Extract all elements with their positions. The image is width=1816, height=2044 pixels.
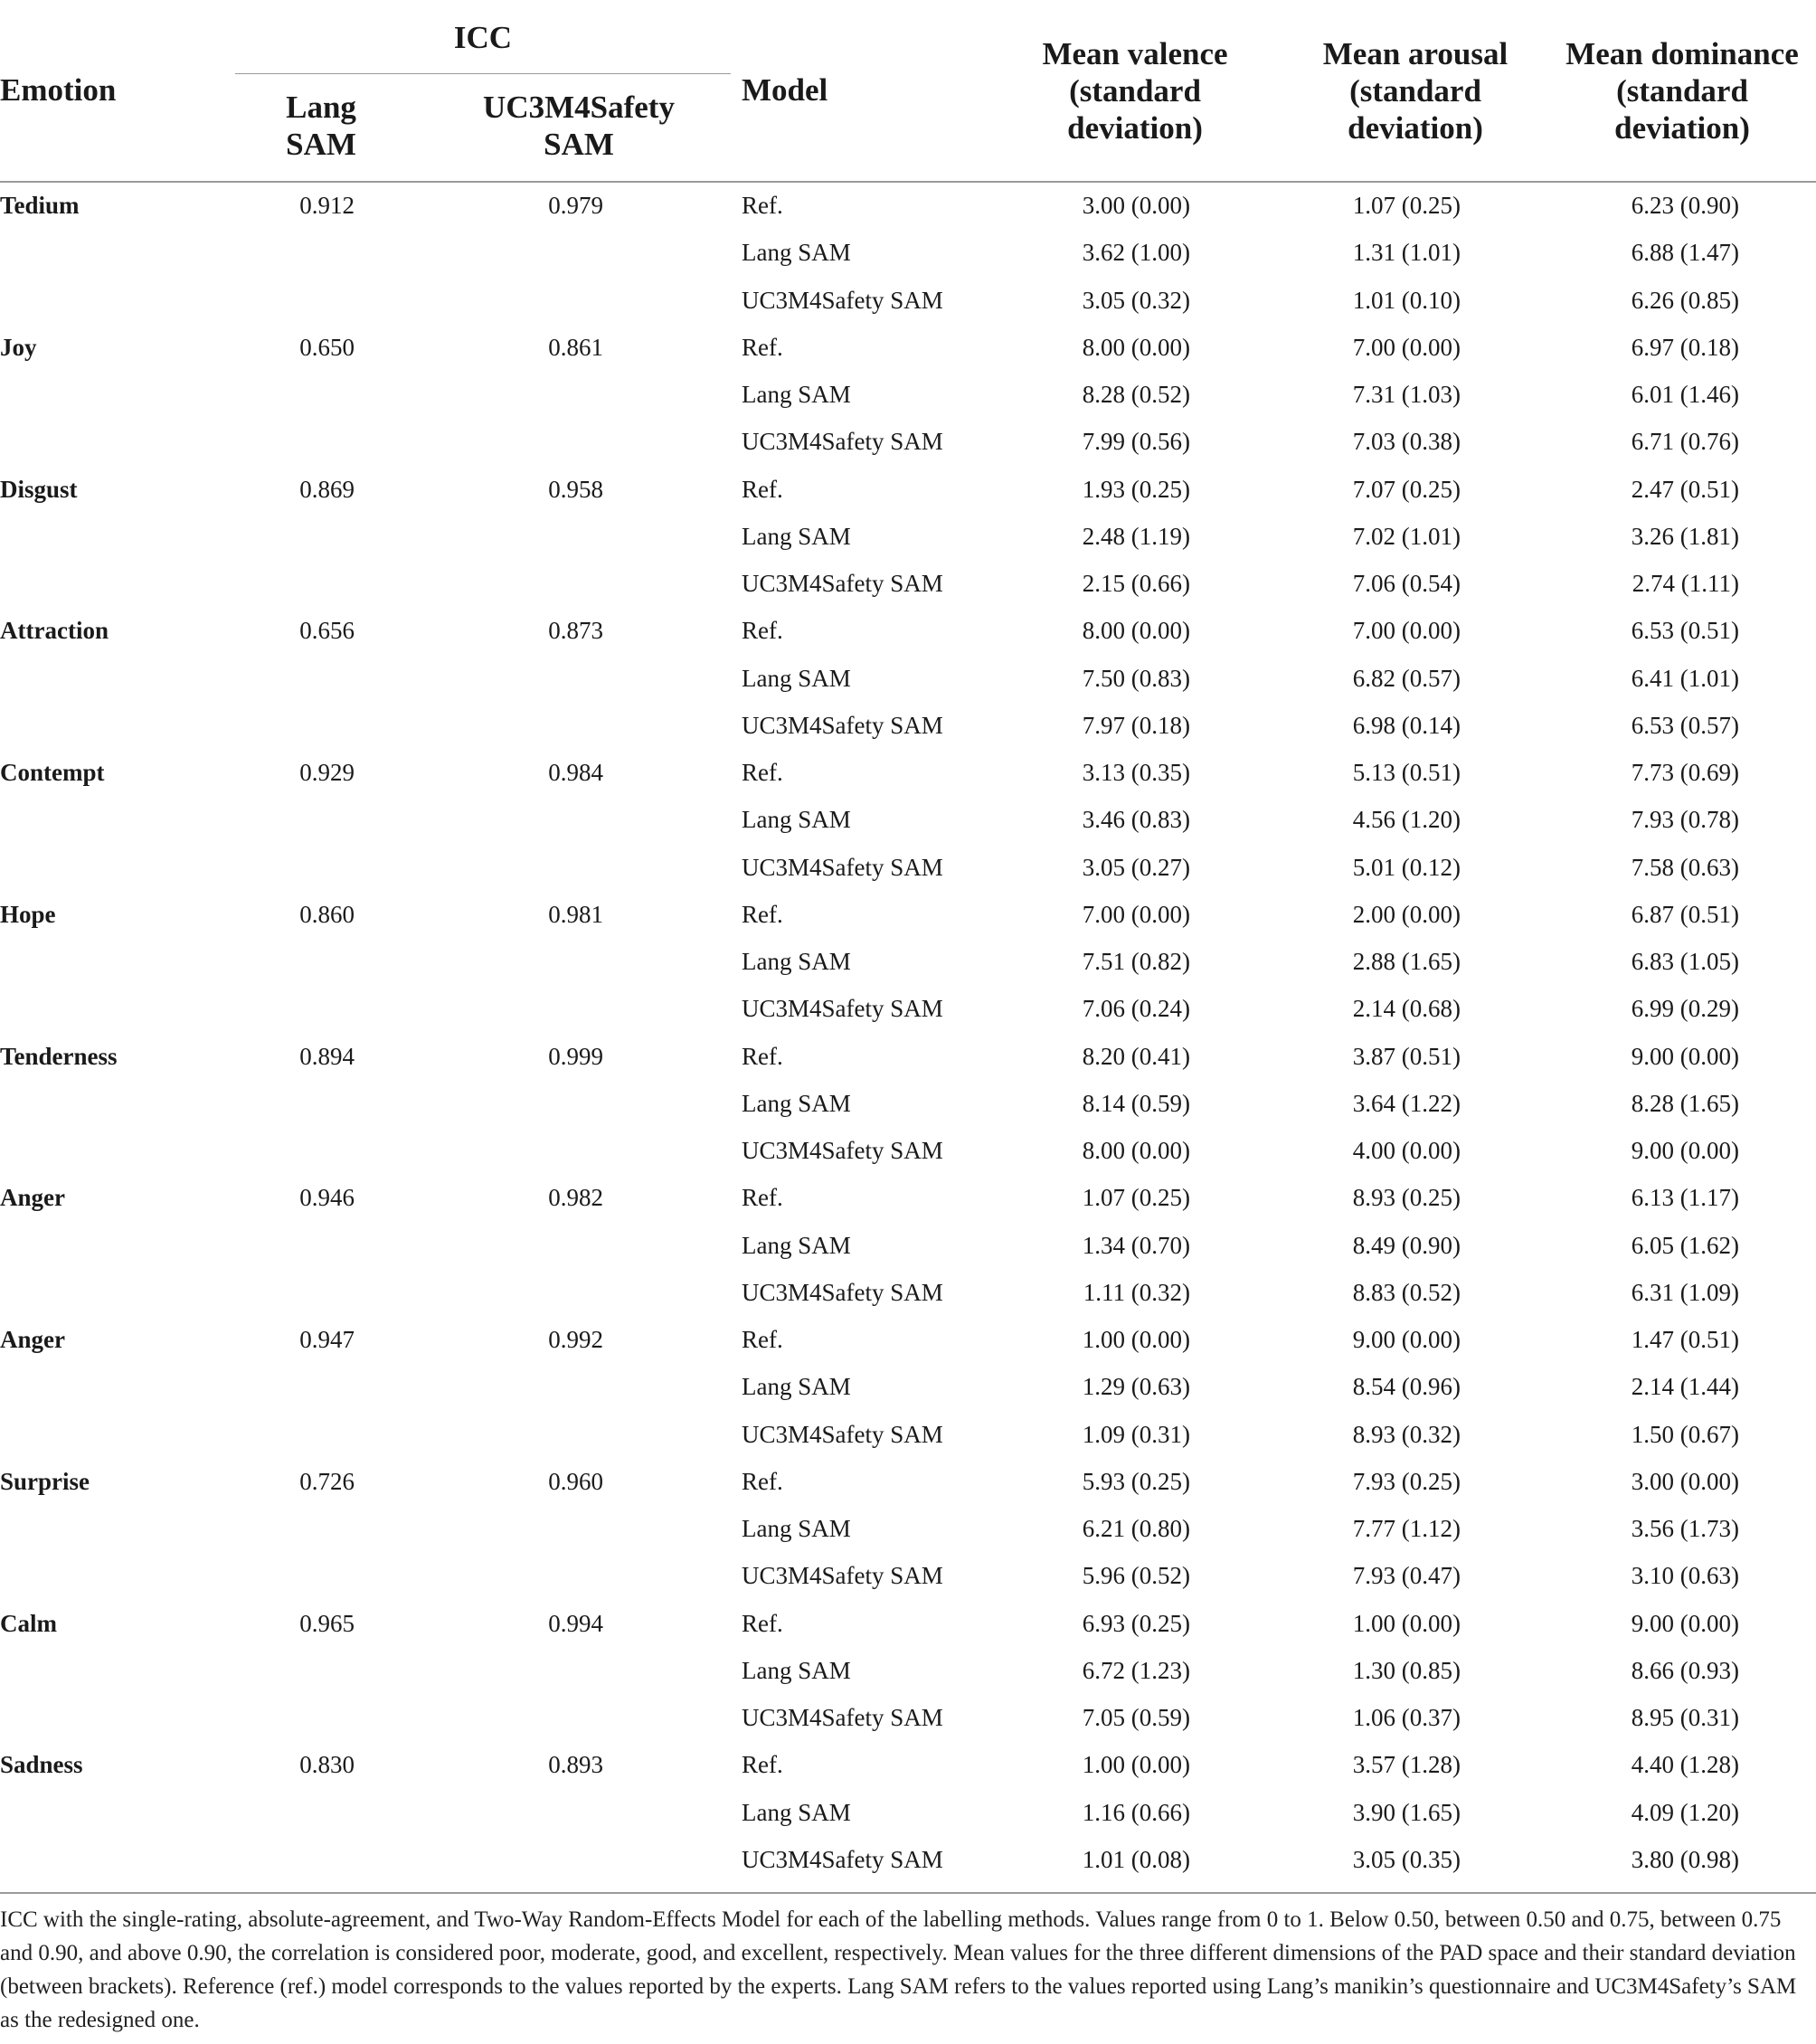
valence-value: 3.46 (0.83) bbox=[1082, 806, 1190, 834]
header-arousal-line3: deviation) bbox=[1348, 110, 1483, 146]
valence-value: 3.62 (1.00) bbox=[1082, 239, 1190, 267]
valence-value: 8.00 (0.00) bbox=[1082, 333, 1190, 361]
header-dominance-line2: (standard bbox=[1616, 73, 1748, 109]
icc-lang-value: 0.946 bbox=[299, 1184, 355, 1212]
icc-uc3m-value: 0.861 bbox=[548, 333, 603, 361]
valence-value: 7.50 (0.83) bbox=[1082, 664, 1190, 692]
arousal-value: 3.90 (1.65) bbox=[1352, 1798, 1461, 1826]
model-label: Ref. bbox=[742, 192, 783, 219]
arousal-value: 2.00 (0.00) bbox=[1352, 900, 1461, 928]
arousal-value: 4.56 (1.20) bbox=[1352, 806, 1461, 834]
model-label: Lang SAM bbox=[742, 1089, 851, 1117]
header-arousal-line1: Mean arousal bbox=[1322, 36, 1509, 71]
model-label: UC3M4Safety SAM bbox=[742, 1845, 943, 1873]
valence-value: 6.21 (0.80) bbox=[1082, 1515, 1190, 1542]
model-label: Lang SAM bbox=[742, 948, 851, 975]
valence-value: 7.51 (0.82) bbox=[1082, 948, 1190, 975]
arousal-value: 1.30 (0.85) bbox=[1352, 1656, 1461, 1684]
valence-value: 1.07 (0.25) bbox=[1082, 1184, 1190, 1212]
dominance-value: 3.26 (1.81) bbox=[1631, 522, 1739, 550]
dominance-value: 6.26 (0.85) bbox=[1631, 286, 1739, 314]
dominance-value: 8.66 (0.93) bbox=[1631, 1656, 1739, 1684]
header-dominance-line1: Mean dominance bbox=[1565, 36, 1799, 71]
valence-value: 5.93 (0.25) bbox=[1082, 1467, 1190, 1495]
header-icc-lang-line2: SAM bbox=[286, 127, 356, 162]
header-dominance bbox=[1546, 35, 1816, 147]
arousal-value: 8.93 (0.25) bbox=[1352, 1184, 1461, 1212]
header-valence-line1: Mean valence bbox=[1042, 36, 1228, 71]
header-arousal bbox=[1284, 35, 1546, 147]
emotion-label: Surprise bbox=[0, 1467, 90, 1495]
dominance-value: 8.95 (0.31) bbox=[1631, 1704, 1739, 1731]
header-arousal-line2: (standard bbox=[1349, 73, 1481, 109]
emotion-label: Disgust bbox=[0, 475, 78, 503]
table-footnote: ICC with the single-rating, absolute-agreement, and Two-Way Random-Effects Model for each of the labelling methods. Values range from 0 to 1. Below 0.50, between 0.50 and 0.75, between 0.75 and 0.90, and above 0.90, the correlation is considered poor, moderate, good, and excellent, respectively. Mean values for the three different dimensions of the PAD space and their standard deviation (between brackets). Reference (ref.) model corresponds to the values reported by the experts. Lang SAM refers to the values reported using Lang’s manikin’s questionnaire and UC3M4Safety’s SAM as the redesigned one. bbox=[0, 1907, 1797, 2032]
dominance-value: 7.93 (0.78) bbox=[1631, 806, 1739, 834]
dominance-value: 6.53 (0.51) bbox=[1631, 617, 1739, 645]
arousal-value: 3.64 (1.22) bbox=[1352, 1089, 1461, 1117]
arousal-value: 1.01 (0.10) bbox=[1352, 286, 1461, 314]
valence-value: 1.93 (0.25) bbox=[1082, 475, 1190, 503]
model-label: UC3M4Safety SAM bbox=[742, 286, 943, 314]
valence-value: 7.00 (0.00) bbox=[1082, 900, 1190, 928]
valence-value: 3.00 (0.00) bbox=[1082, 192, 1190, 219]
arousal-value: 1.31 (1.01) bbox=[1352, 239, 1461, 267]
emotion-label: Hope bbox=[0, 900, 56, 928]
dominance-value: 3.10 (0.63) bbox=[1631, 1562, 1739, 1590]
arousal-value: 5.01 (0.12) bbox=[1352, 853, 1461, 881]
icc-uc3m-value: 0.992 bbox=[548, 1326, 603, 1353]
valence-value: 1.00 (0.00) bbox=[1082, 1751, 1190, 1779]
model-label: Ref. bbox=[742, 1184, 783, 1212]
valence-value: 7.97 (0.18) bbox=[1082, 711, 1190, 739]
valence-value: 8.28 (0.52) bbox=[1082, 381, 1190, 408]
icc-lang-value: 0.869 bbox=[299, 475, 355, 503]
arousal-value: 7.93 (0.25) bbox=[1352, 1467, 1461, 1495]
arousal-value: 6.82 (0.57) bbox=[1352, 664, 1461, 692]
dominance-value: 7.73 (0.69) bbox=[1631, 759, 1739, 786]
arousal-value: 1.07 (0.25) bbox=[1352, 192, 1461, 219]
arousal-value: 7.31 (1.03) bbox=[1352, 381, 1461, 408]
model-label: UC3M4Safety SAM bbox=[742, 995, 943, 1023]
valence-value: 8.20 (0.41) bbox=[1082, 1042, 1190, 1070]
model-label: UC3M4Safety SAM bbox=[742, 1420, 943, 1448]
icc-uc3m-value: 0.893 bbox=[548, 1751, 603, 1779]
dominance-value: 2.74 (1.11) bbox=[1632, 570, 1739, 597]
valence-value: 3.13 (0.35) bbox=[1082, 759, 1190, 786]
model-label: Ref. bbox=[742, 900, 783, 928]
model-label: UC3M4Safety SAM bbox=[742, 853, 943, 881]
dominance-value: 6.83 (1.05) bbox=[1631, 948, 1739, 975]
model-label: Ref. bbox=[742, 333, 783, 361]
valence-value: 3.05 (0.27) bbox=[1082, 853, 1190, 881]
dominance-value: 3.80 (0.98) bbox=[1631, 1845, 1739, 1873]
emotion-label: Tedium bbox=[0, 192, 80, 219]
arousal-value: 7.03 (0.38) bbox=[1352, 428, 1461, 456]
dominance-value: 2.14 (1.44) bbox=[1631, 1373, 1739, 1401]
icc-uc3m-value: 0.982 bbox=[548, 1184, 603, 1212]
icc-lang-value: 0.929 bbox=[299, 759, 355, 786]
model-label: Ref. bbox=[742, 759, 783, 786]
icc-lang-value: 0.894 bbox=[299, 1042, 355, 1070]
model-label: Ref. bbox=[742, 1467, 783, 1495]
table-bottom-rule bbox=[0, 1892, 1816, 1894]
icc-lang-value: 0.947 bbox=[299, 1326, 355, 1353]
dominance-value: 6.23 (0.90) bbox=[1631, 192, 1739, 219]
model-label: UC3M4Safety SAM bbox=[742, 1562, 943, 1590]
header-icc-uc3m bbox=[452, 89, 705, 163]
arousal-value: 3.05 (0.35) bbox=[1352, 1845, 1461, 1873]
header-rule bbox=[0, 181, 1816, 183]
emotion-label: Anger bbox=[0, 1184, 65, 1212]
emotion-label: Joy bbox=[0, 333, 37, 361]
dominance-value: 1.50 (0.67) bbox=[1631, 1420, 1739, 1448]
model-label: Ref. bbox=[742, 475, 783, 503]
header-icc-lang bbox=[253, 89, 389, 163]
model-label: UC3M4Safety SAM bbox=[742, 1278, 943, 1306]
header-valence-line2: (standard bbox=[1069, 73, 1201, 109]
model-label: Lang SAM bbox=[742, 522, 851, 550]
model-label: Ref. bbox=[742, 1042, 783, 1070]
header-valence-line3: deviation) bbox=[1067, 110, 1203, 146]
emotion-label: Sadness bbox=[0, 1751, 83, 1779]
valence-value: 1.16 (0.66) bbox=[1082, 1798, 1190, 1826]
dominance-value: 6.13 (1.17) bbox=[1631, 1184, 1739, 1212]
arousal-value: 7.77 (1.12) bbox=[1352, 1515, 1461, 1542]
dominance-value: 6.31 (1.09) bbox=[1631, 1278, 1739, 1306]
dominance-value: 3.56 (1.73) bbox=[1631, 1515, 1739, 1542]
icc-lang-value: 0.656 bbox=[299, 617, 355, 645]
arousal-value: 2.88 (1.65) bbox=[1352, 948, 1461, 975]
dominance-value: 4.09 (1.20) bbox=[1631, 1798, 1739, 1826]
dominance-value: 4.40 (1.28) bbox=[1631, 1751, 1739, 1779]
valence-value: 1.11 (0.32) bbox=[1083, 1278, 1190, 1306]
model-label: Lang SAM bbox=[742, 1231, 851, 1259]
valence-value: 8.00 (0.00) bbox=[1082, 1137, 1190, 1164]
valence-value: 1.34 (0.70) bbox=[1082, 1231, 1190, 1259]
model-label: UC3M4Safety SAM bbox=[742, 711, 943, 739]
valence-value: 2.48 (1.19) bbox=[1082, 522, 1190, 550]
header-valence bbox=[1004, 35, 1266, 147]
valence-value: 3.05 (0.32) bbox=[1082, 286, 1190, 314]
arousal-value: 7.02 (1.01) bbox=[1352, 522, 1461, 550]
arousal-value: 7.07 (0.25) bbox=[1352, 475, 1461, 503]
dominance-value: 2.47 (0.51) bbox=[1631, 475, 1739, 503]
model-label: Lang SAM bbox=[742, 1515, 851, 1542]
dominance-value: 6.01 (1.46) bbox=[1631, 381, 1739, 408]
model-label: Ref. bbox=[742, 617, 783, 645]
arousal-value: 7.06 (0.54) bbox=[1352, 570, 1461, 597]
dominance-value: 6.53 (0.57) bbox=[1631, 711, 1739, 739]
icc-lang-value: 0.860 bbox=[299, 900, 355, 928]
model-label: Ref. bbox=[742, 1751, 783, 1779]
valence-value: 5.96 (0.52) bbox=[1082, 1562, 1190, 1590]
valence-value: 6.93 (0.25) bbox=[1082, 1609, 1190, 1637]
valence-value: 6.72 (1.23) bbox=[1082, 1656, 1190, 1684]
dominance-value: 9.00 (0.00) bbox=[1631, 1042, 1739, 1070]
icc-lang-value: 0.830 bbox=[299, 1751, 355, 1779]
model-label: Ref. bbox=[742, 1326, 783, 1353]
emotion-label: Tenderness bbox=[0, 1042, 118, 1070]
arousal-value: 6.98 (0.14) bbox=[1352, 711, 1461, 739]
header-icc: ICC bbox=[453, 20, 513, 55]
icc-uc3m-value: 0.994 bbox=[548, 1609, 603, 1637]
valence-value: 7.99 (0.56) bbox=[1082, 428, 1190, 456]
icc-lang-value: 0.965 bbox=[299, 1609, 355, 1637]
arousal-value: 1.06 (0.37) bbox=[1352, 1704, 1461, 1731]
dominance-value: 7.58 (0.63) bbox=[1631, 853, 1739, 881]
dominance-value: 9.00 (0.00) bbox=[1631, 1137, 1739, 1164]
icc-uc3m-value: 0.984 bbox=[548, 759, 603, 786]
dominance-value: 1.47 (0.51) bbox=[1631, 1326, 1739, 1353]
emotion-label: Attraction bbox=[0, 617, 109, 645]
model-label: Lang SAM bbox=[742, 1373, 851, 1401]
arousal-value: 5.13 (0.51) bbox=[1352, 759, 1461, 786]
dominance-value: 6.41 (1.01) bbox=[1631, 664, 1739, 692]
icc-lang-value: 0.912 bbox=[299, 192, 355, 219]
dominance-value: 6.88 (1.47) bbox=[1631, 239, 1739, 267]
arousal-value: 7.93 (0.47) bbox=[1352, 1562, 1461, 1590]
dominance-value: 9.00 (0.00) bbox=[1631, 1609, 1739, 1637]
emotion-label: Anger bbox=[0, 1326, 65, 1353]
arousal-value: 8.49 (0.90) bbox=[1352, 1231, 1461, 1259]
arousal-value: 4.00 (0.00) bbox=[1352, 1137, 1461, 1164]
valence-value: 1.00 (0.00) bbox=[1082, 1326, 1190, 1353]
dominance-value: 8.28 (1.65) bbox=[1631, 1089, 1739, 1117]
valence-value: 7.06 (0.24) bbox=[1082, 995, 1190, 1023]
model-label: UC3M4Safety SAM bbox=[742, 570, 943, 597]
header-emotion: Emotion bbox=[0, 72, 117, 108]
valence-value: 1.09 (0.31) bbox=[1082, 1420, 1190, 1448]
icc-lang-value: 0.650 bbox=[299, 333, 355, 361]
arousal-value: 8.93 (0.32) bbox=[1352, 1420, 1461, 1448]
arousal-value: 2.14 (0.68) bbox=[1352, 995, 1461, 1023]
dominance-value: 6.05 (1.62) bbox=[1631, 1231, 1739, 1259]
header-model: Model bbox=[742, 72, 828, 108]
dominance-value: 6.97 (0.18) bbox=[1631, 333, 1739, 361]
model-label: Lang SAM bbox=[742, 806, 851, 834]
header-icc-lang-line1: Lang bbox=[286, 90, 356, 125]
arousal-value: 3.57 (1.28) bbox=[1352, 1751, 1461, 1779]
icc-uc3m-value: 0.999 bbox=[548, 1042, 603, 1070]
icc-uc3m-value: 0.979 bbox=[548, 192, 603, 219]
valence-value: 8.14 (0.59) bbox=[1082, 1089, 1190, 1117]
arousal-value: 3.87 (0.51) bbox=[1352, 1042, 1461, 1070]
model-label: UC3M4Safety SAM bbox=[742, 1704, 943, 1731]
dominance-value: 3.00 (0.00) bbox=[1631, 1467, 1739, 1495]
model-label: Ref. bbox=[742, 1609, 783, 1637]
arousal-value: 1.00 (0.00) bbox=[1352, 1609, 1461, 1637]
valence-value: 1.01 (0.08) bbox=[1082, 1845, 1190, 1873]
model-label: Lang SAM bbox=[742, 381, 851, 408]
emotion-label: Calm bbox=[0, 1609, 57, 1637]
arousal-value: 9.00 (0.00) bbox=[1352, 1326, 1461, 1353]
arousal-value: 8.54 (0.96) bbox=[1352, 1373, 1461, 1401]
icc-uc3m-value: 0.981 bbox=[548, 900, 603, 928]
valence-value: 1.29 (0.63) bbox=[1082, 1373, 1190, 1401]
dominance-value: 6.99 (0.29) bbox=[1631, 995, 1739, 1023]
arousal-value: 7.00 (0.00) bbox=[1352, 333, 1461, 361]
model-label: Lang SAM bbox=[742, 664, 851, 692]
valence-value: 7.05 (0.59) bbox=[1082, 1704, 1190, 1731]
valence-value: 2.15 (0.66) bbox=[1082, 570, 1190, 597]
icc-underline bbox=[235, 73, 731, 74]
model-label: UC3M4Safety SAM bbox=[742, 1137, 943, 1164]
icc-uc3m-value: 0.873 bbox=[548, 617, 603, 645]
header-icc-uc3m-line1: UC3M4Safety bbox=[483, 90, 675, 125]
emotion-label: Contempt bbox=[0, 759, 105, 786]
icc-uc3m-value: 0.958 bbox=[548, 475, 603, 503]
dominance-value: 6.87 (0.51) bbox=[1631, 900, 1739, 928]
model-label: UC3M4Safety SAM bbox=[742, 428, 943, 456]
icc-uc3m-value: 0.960 bbox=[548, 1467, 603, 1495]
model-label: Lang SAM bbox=[742, 1798, 851, 1826]
arousal-value: 7.00 (0.00) bbox=[1352, 617, 1461, 645]
header-icc-uc3m-line2: SAM bbox=[544, 127, 614, 162]
header-dominance-line3: deviation) bbox=[1614, 110, 1750, 146]
arousal-value: 8.83 (0.52) bbox=[1352, 1278, 1461, 1306]
dominance-value: 6.71 (0.76) bbox=[1631, 428, 1739, 456]
valence-value: 8.00 (0.00) bbox=[1082, 617, 1190, 645]
icc-lang-value: 0.726 bbox=[299, 1467, 355, 1495]
model-label: Lang SAM bbox=[742, 1656, 851, 1684]
model-label: Lang SAM bbox=[742, 239, 851, 267]
